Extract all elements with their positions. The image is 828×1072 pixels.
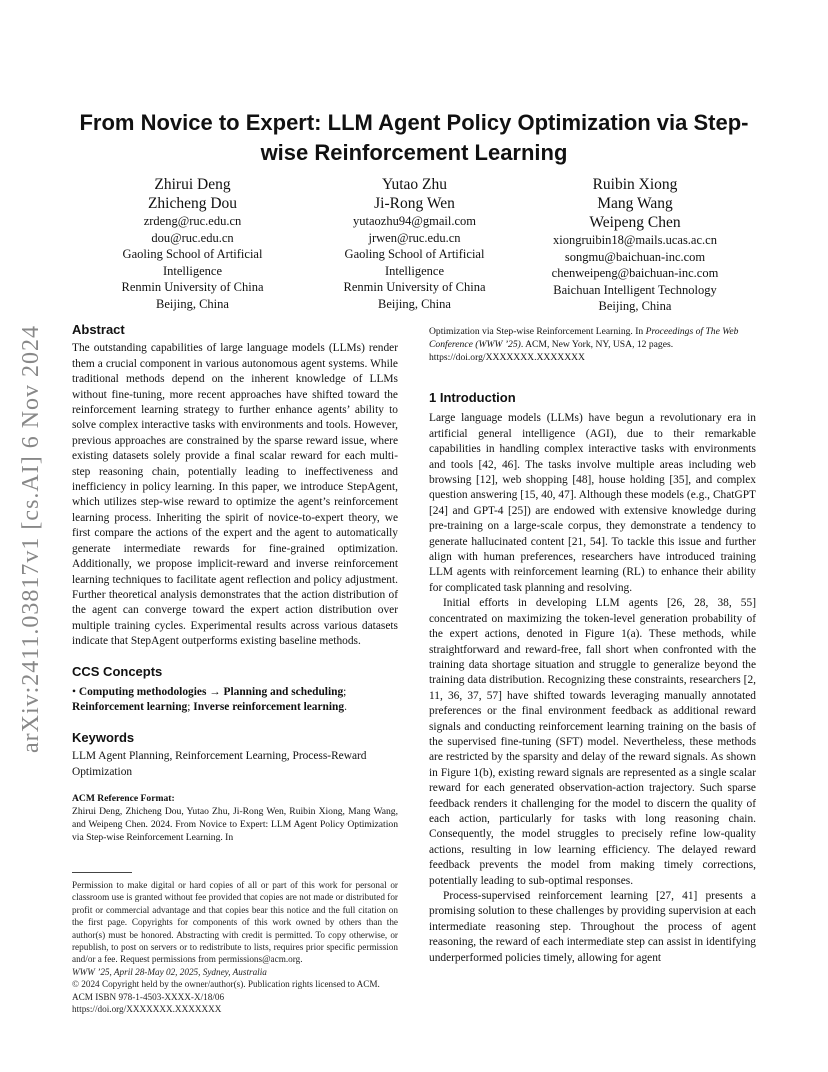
left-column: [72, 322, 398, 1015]
paper-title: From Novice to Expert: LLM Agent Policy Optimization via Step-wise Reinforcement Learning: [79, 110, 749, 165]
author-block-3: [530, 175, 740, 315]
permission-text: Permission to make digital or hard copies of all or part of this work for personal or classroom use is granted without fee provided that copies are not made or distributed for profit or commercial advantage and that copies bear this notice and the full citation on the first page. Copyrights for components of this work owned by others than the author(s) must be honored. Abstracting with credit is permitted. To copy otherwise, or republish, to post on servers or to redistribute to lists, requires prior specific permission and/or a fee. Request permissions from permissions@acm.org.: [72, 879, 398, 965]
isbn-line: ACM ISBN 978-1-4503-XXXX-X/18/06: [72, 991, 225, 1002]
intro-paragraph-3: Process-supervised reinforcement learning [27, 41] presents a promising solution to these challenges by providing supervision at each intermediate reasoning step. Throughout the process of agent reasoning, the reward of each intermediate step can assist in identifying underperformed policies timely, allowing for agent: [429, 890, 756, 964]
author-name: Ji-Rong Wen: [374, 195, 455, 212]
permission-notice: [72, 879, 398, 1015]
ccs-term: Inverse reinforcement learning: [193, 701, 345, 714]
arrow: →: [209, 685, 221, 698]
author-affiliation: Gaoling School of Artificial: [344, 247, 485, 261]
right-column: [429, 325, 756, 966]
author-affiliation: Intelligence: [385, 263, 444, 278]
abstract-heading: Abstract: [72, 322, 125, 337]
author-name: Mang Wang: [597, 195, 673, 212]
ccs-term: Computing methodologies: [78, 685, 207, 698]
author-name: Zhirui Deng: [154, 176, 231, 193]
bullet: •: [72, 685, 76, 698]
author-block-1: [90, 175, 295, 312]
acm-ref-heading: ACM Reference Format:: [72, 792, 175, 804]
author-name: Yutao Zhu: [381, 176, 447, 193]
copyright-line: © 2024 Copyright held by the owner/author(s). Publication rights licensed to ACM.: [72, 979, 380, 990]
author-email: zrdeng@ruc.edu.cn: [143, 214, 242, 228]
author-name: Weipeng Chen: [589, 214, 681, 231]
doi-line: https://doi.org/XXXXXXX.XXXXXXX: [72, 1004, 222, 1015]
author-affiliation: Baichuan Intelligent Technology: [553, 282, 717, 297]
author-affiliation: Beijing, China: [156, 296, 229, 311]
author-affiliation: Beijing, China: [378, 296, 451, 311]
abstract-text: The outstanding capabilities of large language models (LLMs) render them a crucial component in various autonomous agent systems. While traditional methods depend on the inherent knowledge of LLMs without fine-tuning, more recent approaches have shifted toward the reinforcement learning strategy to further enhance agents’ ability to solve complex interactive tasks with environments and tools. However, previous approaches are constrained by the sparse reward issue, where existing datasets solely provide a final scalar reward for each multi-step reasoning chain, potentially leading to ineffectiveness and inefficiency in policy learning. In this paper, we introduce StepAgent, which utilizes step-wise reward to optimize the agent’s reinforcement learning process. Inheriting the spirit of novice-to-expert theory, we first compare the actions of the expert and the agent to automatically generate intermediate rewards for fine-grained optimization. Additionally, we propose implicit-reward and inverse reinforcement learning techniques to facilitate agent reflection and policy adjustment. Further theoretical analysis demonstrates that the action distribution of the agent can converge toward the expert action distribution over multiple training cycles. Experimental results across various datasets indicate that StepAgent outperforms existing baseline methods.: [72, 342, 398, 648]
ccs-term: Planning and scheduling: [223, 685, 344, 698]
acm-ref-tail: . ACM, New York, NY, USA, 12 pages. https://doi.org/XXXXXXX.XXXXXXX: [429, 339, 674, 363]
arxiv-stamp: arXiv:2411.03817v1 [cs.AI] 6 Nov 2024: [18, 324, 44, 753]
footnote-rule: [72, 872, 132, 873]
period: .: [344, 701, 347, 714]
author-email: yutaozhu94@gmail.com: [353, 214, 476, 228]
venue: Proceedings of The Web Conference (WWW ’25): [429, 326, 739, 350]
author-name: Ruibin Xiong: [592, 176, 678, 193]
author-affiliation: Intelligence: [163, 263, 222, 278]
author-affiliation: Renmin University of China: [121, 280, 264, 294]
author-block-2: [312, 175, 517, 312]
author-email: dou@ruc.edu.cn: [151, 230, 234, 245]
author-email: songmu@baichuan-inc.com: [564, 249, 706, 264]
intro-heading: 1 Introduction: [429, 390, 516, 405]
author-affiliation: Beijing, China: [598, 299, 672, 313]
separator: ;: [187, 701, 191, 714]
author-name: Zhicheng Dou: [147, 195, 238, 212]
acm-ref-body: Zhirui Deng, Zhicheng Dou, Yutao Zhu, Ji-Rong Wen, Ruibin Xiong, Mang Wang, and Weipeng Chen. 2024. From Novice to Expert: LLM Agent Policy Optimization via Step-wise Reinforcement Learning. In: [72, 805, 398, 843]
acm-ref-continued: Optimization via Step-wise Reinforcement Learning. In Proceedings of The Web Conference (WWW ’25). ACM, New York, NY, USA, 12 pages. https://doi.org/XXXXXXX.XXXXXXX: [429, 326, 739, 363]
conference-line: WWW ’25, April 28-May 02, 2025, Sydney, Australia: [72, 966, 267, 977]
ccs-concepts: [72, 685, 398, 716]
author-email: jrwen@ruc.edu.cn: [368, 230, 461, 245]
separator: ;: [343, 685, 347, 698]
author-email: chenweipeng@baichuan-inc.com: [551, 266, 719, 280]
author-affiliation: Gaoling School of Artificial: [122, 247, 263, 261]
intro-paragraph-1: Large language models (LLMs) have begun a revolutionary era in artificial general intelligence (AGI), due to their remarkable capabilities in handling complex interactive tasks with environments and tools [42, 46]. The tasks involve multiple areas including web browsing [12], web shopping [48], house holding [35], and complex question answering [15, 40, 47]. Although these models (e.g., ChatGPT [24] and GPT-4 [25]) are endowed with extensive knowledge during pre-training on a large-scale corpus, they demonstrate a tendency to generate hallucinated content [21, 54]. To tackle this issue and further align with human preferences, researchers have introduced training LLM agents with reinforcement learning (RL) to enhance their ability for complicated task planning and resolving.: [429, 412, 756, 594]
keywords-text: LLM Agent Planning, Reinforcement Learning, Process-Reward Optimization: [72, 750, 367, 778]
author-email: xiongruibin18@mails.ucas.ac.cn: [553, 233, 717, 247]
keywords-heading: Keywords: [72, 729, 135, 745]
ccs-heading: CCS Concepts: [72, 663, 163, 679]
ccs-term: Reinforcement learning: [72, 701, 188, 714]
author-affiliation: Renmin University of China: [343, 280, 486, 294]
acm-ref-text: [72, 805, 398, 844]
intro-paragraph-2: Initial efforts in developing LLM agents [26, 28, 38, 55] concentrated on maximizing the token-level generation probability of the expert actions, denoted in Figure 1(a). These methods, while straightforward and reward-free, fall short when confronted with the training data shortage situation and struggle to generalize beyond the training data distribution. Recognizing these constraints, researchers [2, 11, 36, 37, 57] have shifted towards leveraging manually annotated preferences or the final environment feedback as additional reward signals and conducting reinforcement learning training on the basis of the supervised fine-tuning (SFT) model. Nevertheless, these methods are restricted by the sparsity and delay of the reward signals. As shown in Figure 1(b), existing reward signals are represented as a single scalar reward for each generated observation-action trajectory. Such sparse feedback renders it challenging for the model to discern the quality of each action, particularly for tasks with long reasoning chain. Consequently, the model struggles to precisely refine low-quality actions, resulting in low learning efficiency. The delayed reward feedback prevents the model from making timely corrections, potentially leading to sub-optimal responses.: [429, 597, 756, 887]
